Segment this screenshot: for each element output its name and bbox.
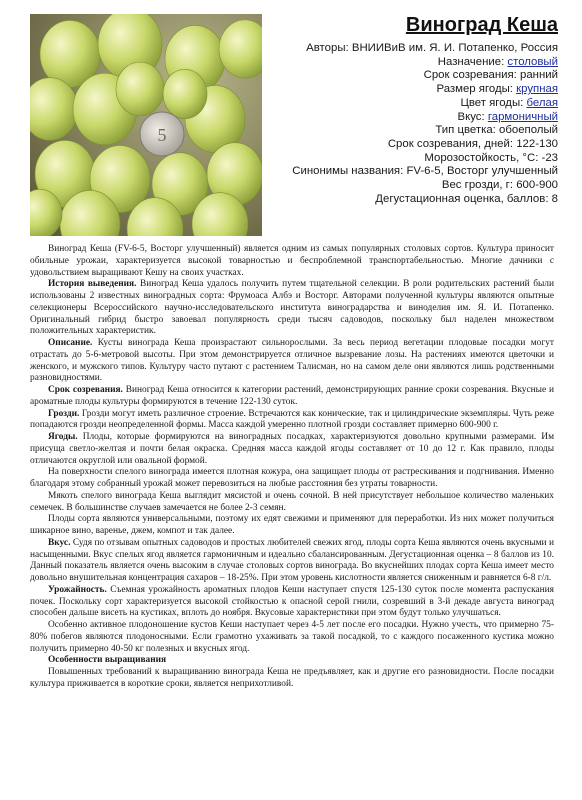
- property-row: [262, 56, 558, 70]
- grape-photo: [30, 14, 262, 236]
- property-separator: :: [345, 42, 352, 54]
- article-paragraph: [30, 432, 554, 467]
- article-paragraph: [30, 279, 554, 338]
- property-separator: :: [509, 137, 517, 150]
- property-separator: :: [545, 192, 552, 205]
- properties-list: [262, 42, 558, 206]
- property-separator: :: [535, 151, 542, 164]
- property-separator: :: [509, 179, 517, 192]
- property-separator: :: [520, 96, 527, 109]
- property-value: FV-6-5, Восторг улучшенный: [406, 165, 558, 178]
- property-label: Морозостойкость, °С: [424, 151, 536, 164]
- paragraph-text: Плоды сорта являются универсальными, поэтому их едят свежими и применяют для переработки. Из них может получиться шикарное вино, варенье, джем, компот и так далее.: [30, 514, 554, 536]
- paragraph-heading: Особенности выращивания: [48, 655, 167, 666]
- property-row: [262, 97, 558, 111]
- article-paragraph: [30, 385, 554, 409]
- property-value: ранний: [520, 69, 558, 82]
- property-value: -23: [541, 151, 558, 164]
- property-row: [262, 152, 558, 166]
- page-title: Виноград Кеша: [405, 14, 558, 36]
- property-value: ВНИИВиВ им. Я. И. Потапенко, Россия: [351, 42, 558, 54]
- article-paragraph: [30, 244, 554, 279]
- property-value[interactable]: столовый: [507, 55, 558, 68]
- property-label: Срок созревания: [423, 69, 514, 82]
- property-label: Тип цветка: [435, 124, 493, 137]
- paragraph-text: Судя по отзывам опытных садоводов и простых любителей свежих ягод, плоды сорта Кеша являются очень вкусными и насыщенными. Вкус спелых ягод является гармоничным и идеально сбалансированным. Дегустационная оценка – 8 баллов из 10. Данный показатель является очень высоким в случае столовых сортов винограда. Во вкуснейших плодах сорта Кеша имеет место довольно внушительная концентрация сахаров – 18-25%. При этом уровень кислотности является сниженным и равняется 6-8 г/л.: [30, 537, 554, 583]
- grape-bunch-image: [30, 14, 262, 236]
- paragraph-heading: Описание.: [48, 338, 93, 348]
- property-row: [262, 111, 558, 125]
- article-paragraph: [30, 467, 554, 491]
- property-separator: :: [481, 110, 488, 123]
- paragraph-heading: Вкус.: [48, 537, 71, 548]
- paragraph-text: Виноград Кеша удалось получить путем тщательной селекции. В роли родительских растений были использованы 2 известных виноградных сорта: Фрумоаса Албэ и Восторг. Авторами полученной культуры являются опытные селекционеры Всероссийского научно-исследовательского института виноградарства и виноделия им. Я. И. Потапенко. Оригинальный гибрид быстро завоевал популярность среди тысяч садоводов, поскольку был наделен множеством положительных характеристик.: [30, 279, 554, 337]
- property-separator: :: [513, 69, 521, 82]
- property-row: [262, 193, 558, 207]
- paragraph-text: Виноград Кеша (FV-6-5, Восторг улучшенный) является одним из самых популярных столовых сортов. Культура приносит обильные урожаи, характеризуется высокой товарностью и беспроблемной транспортабельностью. Многие дачники с удовольствием выращивают Кешу на своих участках.: [30, 244, 554, 278]
- paragraph-text: На поверхности спелого винограда имеется плотная кожура, она защищает плоды от растрескивания и подгнивания. Именно благодаря этому собранный урожай может перевозиться на любые расстояния без утраты товарности.: [30, 467, 554, 489]
- article-paragraph: [30, 491, 554, 515]
- property-label: Назначение: [437, 55, 502, 68]
- property-value[interactable]: гармоничный: [487, 110, 558, 123]
- property-separator: :: [400, 165, 407, 178]
- property-label: Вес грозди, г: [441, 179, 510, 192]
- paragraph-text: Плоды, которые формируются на виноградных посадках, характеризуются довольно крупными размерами. Им присуща светло-желтая и почти белая окраска. Средняя масса каждой ягоды составляет от 10 до 12 г. Как правило, плоды отличаются округлой или овальной формой.: [30, 432, 554, 466]
- property-separator: :: [492, 124, 500, 137]
- property-label: Дегустационная оценка, баллов: [375, 192, 546, 205]
- property-row: [262, 69, 558, 83]
- property-value: 8: [551, 192, 558, 205]
- property-value[interactable]: крупная: [516, 83, 558, 96]
- article-paragraph: [30, 667, 554, 691]
- article-body: [30, 244, 554, 691]
- article-paragraph: [30, 409, 554, 433]
- paragraph-text: Особенно активное плодоношение кустов Кеши наступает через 4-5 лет после его посадки. Нужно учесть, что примерно 75-80% побегов являются плодоносными. Если грамотно ухаживать за такой посадкой, то с каждого посаженного кустика можно получить примерно 40-50 кг полезных и вкусных ягод.: [30, 620, 554, 654]
- article-paragraph: [30, 655, 554, 667]
- property-value: 600-900: [516, 179, 558, 192]
- coin-label: 5: [157, 125, 167, 145]
- property-label: Цвет ягоды: [460, 96, 521, 109]
- property-separator: :: [509, 83, 517, 96]
- article-paragraph: [30, 538, 554, 585]
- property-value[interactable]: белая: [526, 96, 558, 109]
- property-value: обоеполый: [499, 124, 558, 137]
- property-row: [262, 179, 558, 193]
- article-paragraph: [30, 514, 554, 538]
- property-label: Размер ягоды: [436, 83, 510, 96]
- property-row: [262, 138, 558, 152]
- grape-berry: [116, 62, 164, 116]
- property-label: Синонимы названия: [292, 165, 401, 178]
- property-label: Срок созревания, дней: [387, 137, 510, 150]
- paragraph-heading: Срок созревания.: [48, 385, 123, 395]
- property-label: Вкус: [457, 110, 482, 123]
- property-label: Авторы: [306, 42, 346, 54]
- paragraph-text: Съемная урожайность ароматных плодов Кеши наступает спустя 125-130 суток после момента распускания почек. Поскольку сорт характеризуется высокой стойкостью к опасной серой гнили, созревший в 3-й декаде августа виноград способен дальше висеть на кустиках, вплоть до ноября. Вкусовые характеристики при этом будут только улучшаться.: [30, 584, 554, 619]
- paragraph-heading: Ягоды.: [48, 432, 78, 442]
- paragraph-text: Виноград Кеша относится к категории растений, демонстрирующих ранние сроки созревания. Вкусные и ароматные плоды культуры формируются в течение 122-130 суток.: [30, 385, 554, 407]
- paragraph-heading: Грозди.: [48, 408, 80, 419]
- article-paragraph: [30, 585, 554, 620]
- property-row: [262, 165, 558, 179]
- article-paragraph: [30, 620, 554, 655]
- article-paragraph: [30, 338, 554, 385]
- paragraph-heading: История выведения.: [48, 279, 137, 290]
- property-row: [262, 42, 558, 56]
- paragraph-heading: Урожайность.: [48, 584, 107, 595]
- property-separator: :: [501, 55, 508, 68]
- paragraph-text: Мякоть спелого винограда Кеша выглядит мясистой и очень сочной. В ней присутствует небольшое количество маленьких семечек. В большинстве случаев замечается не более 2-3 семян.: [30, 490, 554, 513]
- property-value: 122-130: [516, 137, 558, 150]
- paragraph-text: Кусты винограда Кеша произрастают сильнорослыми. За весь период вегетации плодовые посадки могут отрастать до 5-6-метровой высоты. При этом демонстрируется отличное вызревание лозы. На растениях имеются цветочки и женского, и мужского типов. Культуру часто путают с растением Талисман, но на самом деле они являются лишь родственными разновидностями.: [30, 338, 554, 384]
- paragraph-text: Повышенных требований к выращиванию винограда Кеша не предъявляет, как и другие его разновидности. После посадки культура приживается в короткие сроки, является неприхотливой.: [30, 667, 554, 689]
- grape-berry: [163, 69, 207, 118]
- property-row: [262, 124, 558, 138]
- paragraph-text: Грозди могут иметь различное строение. Встречаются как конические, так и цилиндрические экземпляры. Чуть реже попадаются грозди неопределенной формы. Масса каждой умеренно плотной грозди составляет примерно 600-900 г.: [30, 408, 554, 431]
- property-row: [262, 83, 558, 97]
